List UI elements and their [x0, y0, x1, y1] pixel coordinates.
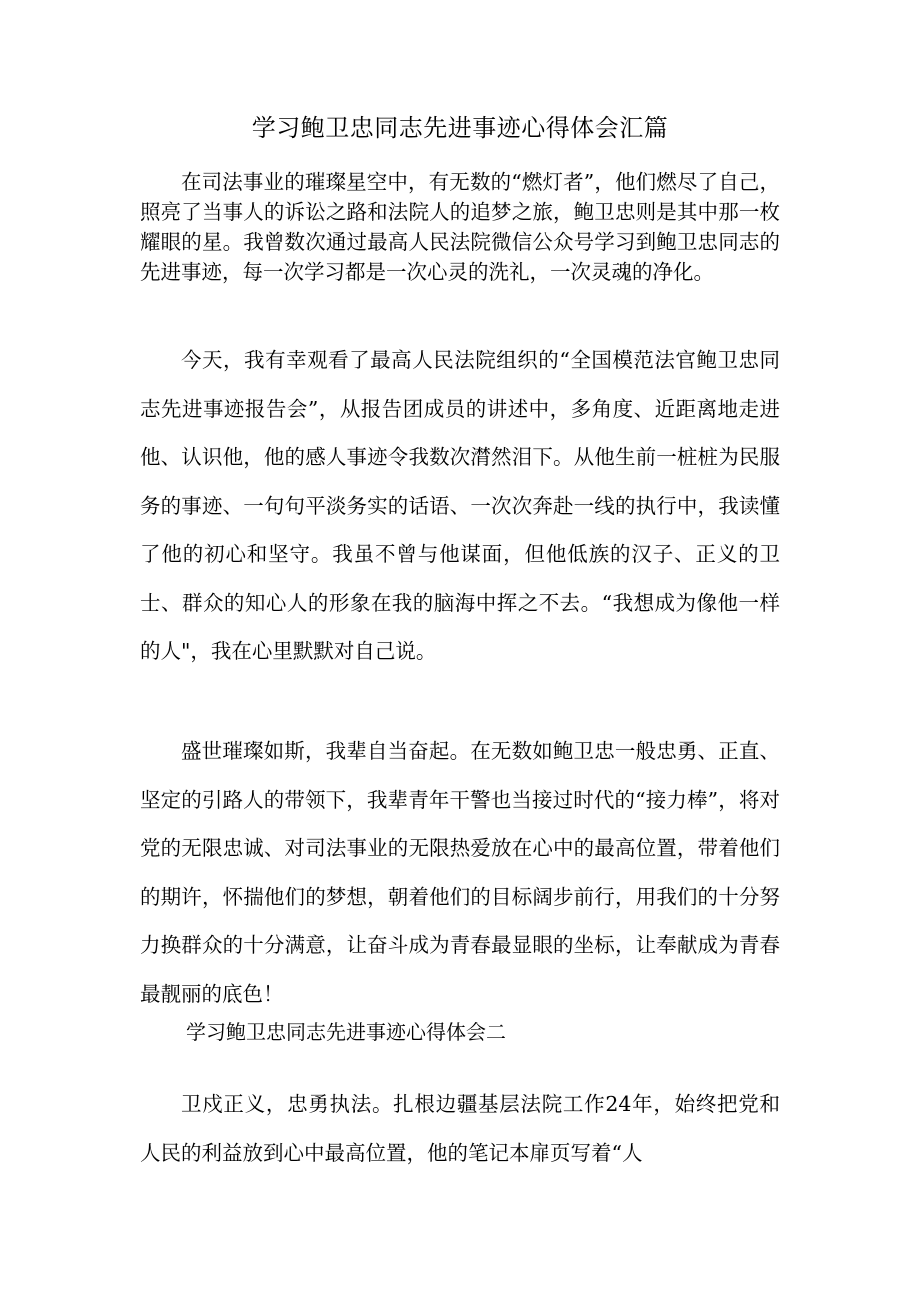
paragraph-youth-call: 盛世璀璨如斯，我辈自当奋起。在无数如鲍卫忠一般忠勇、正直、坚定的引路人的带领下，我辈青年干警也当接过时代的“接力棒”，将对党的无限忠诚、对司法事业的无限热爱放在心中的最高位置，带着他们的期许，怀揣他们的梦想，朝着他们的目标阔步前行，用我们的十分努力换群众的十分满意，让奋斗成为青春最显眼的坐标，让奉献成为青春最靓丽的底色！: [140, 739, 780, 1006]
section-subtitle: 学习鲍卫忠同志先进事迹心得体会二: [186, 1020, 506, 1044]
paragraph-section-two: 卫戍正义，忠勇执法。扎根边疆基层法院工作24年，始终把党和人民的利益放到心中最高位置，他的笔记本扉页写着“人: [140, 1092, 780, 1165]
paragraph-report-meeting: 今天，我有幸观看了最高人民法院组织的“全国模范法官鲍卫忠同志先进事迹报告会”，从报告团成员的讲述中，多角度、近距离地走进他、认识他，他的感人事迹令我数次潸然泪下。从他生前一桩桩为民服务的事迹、一句句平淡务实的话语、一次次奔赴一线的执行中，我读懂了他的初心和坚守。我虽不曾与他谋面，但他低族的汉子、正义的卫士、群众的知心人的形象在我的脑海中挥之不去。“我想成为像他一样的人"，我在心里默默对自己说。: [140, 348, 780, 663]
document-title: 学习鲍卫忠同志先进事迹心得体会汇篇: [251, 114, 669, 142]
paragraph-intro: 在司法事业的璀璨星空中，有无数的“燃灯者”，他们燃尽了自己，照亮了当事人的诉讼之路和法院人的追梦之旅，鲍卫忠则是其中那一枚耀眼的星。我曾数次通过最高人民法院微信公众号学习到鲍卫忠同志的先进事迹，每一次学习都是一次心灵的洗礼，一次灵魂的净化。: [140, 170, 780, 284]
